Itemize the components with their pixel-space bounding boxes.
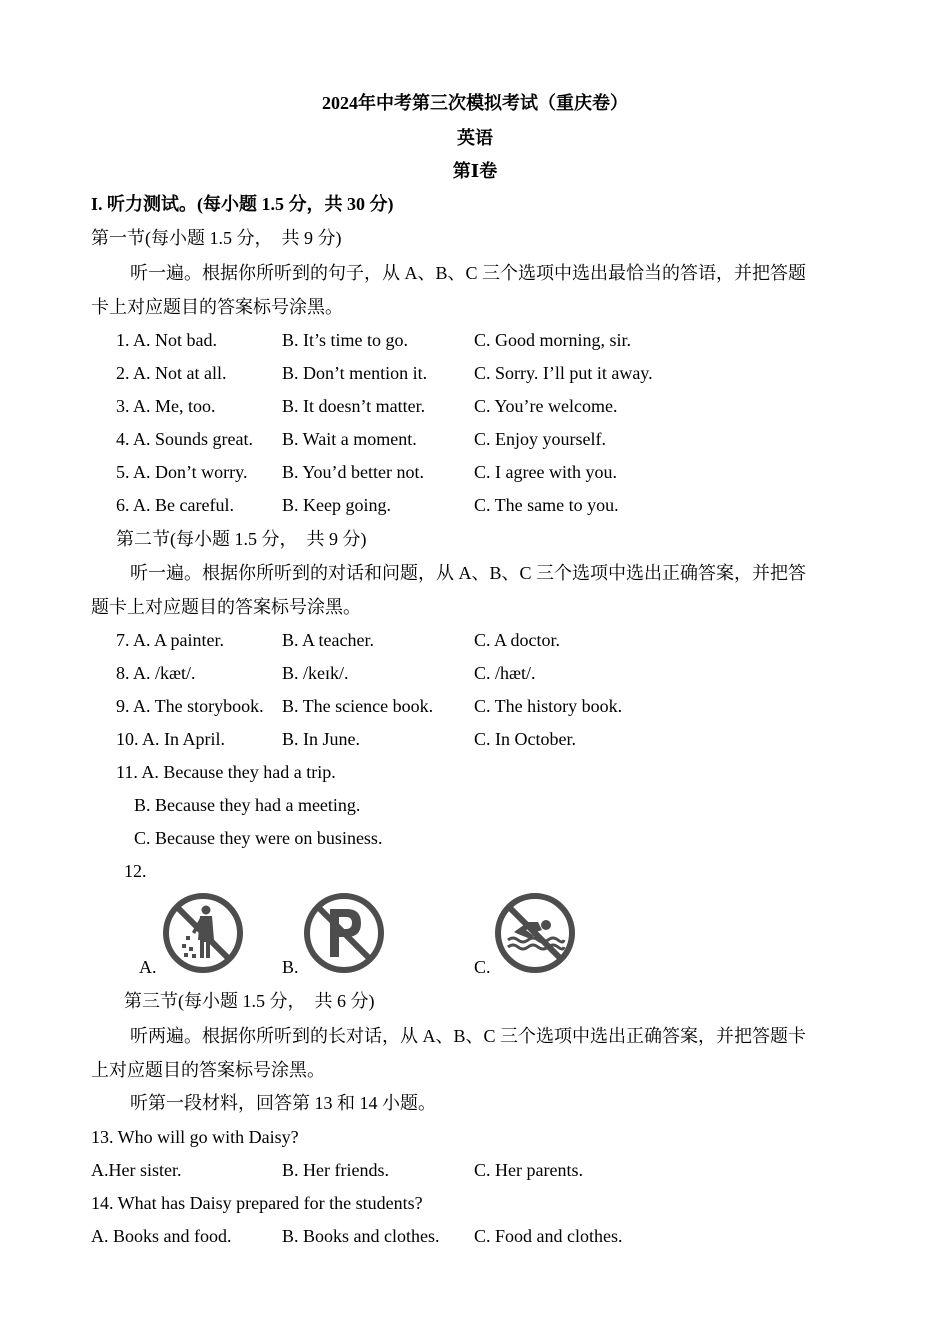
- q2-option-a: 2. A. Not at all.: [116, 363, 227, 383]
- q13-stem: 13. Who will go with Daisy?: [91, 1127, 299, 1147]
- q10-option-a: 10. A. In April.: [116, 729, 226, 749]
- q7-option-a: 7. A. A painter.: [116, 630, 224, 650]
- q3-option-b: B. It doesn’t matter.: [282, 396, 426, 416]
- q3-option-c: C. You’re welcome.: [474, 396, 618, 416]
- q11-option-b: B. Because they had a meeting.: [134, 795, 361, 815]
- q12-number: 12.: [124, 861, 147, 881]
- q14-option-b: B. Books and clothes.: [282, 1226, 440, 1246]
- q13-option-c: C. Her parents.: [474, 1160, 583, 1180]
- q10-option-c: C. In October.: [474, 729, 576, 749]
- q6-option-b: B. Keep going.: [282, 495, 391, 515]
- q5-option-c: C. I agree with you.: [474, 462, 617, 482]
- q10-option-b: B. In June.: [282, 729, 360, 749]
- section3-instruction: 听两遍。根据你所听到的长对话，从 A、B、C 三个选项中选出正确答案，并把答题卡: [130, 1026, 807, 1046]
- q1-option-a: 1. A. Not bad.: [116, 330, 217, 350]
- section1-instruction: 听一遍。根据你所听到的句子，从 A、B、C 三个选项中选出最恰当的答语，并把答题: [130, 263, 807, 283]
- q4-option-b: B. Wait a moment.: [282, 429, 417, 449]
- section2-heading: 第二节(每小题 1.5 分， 共 9 分): [116, 529, 367, 549]
- q12-label-b: B.: [282, 957, 299, 977]
- q1-option-b: B. It’s time to go.: [282, 330, 408, 350]
- q9-option-b: B. The science book.: [282, 696, 434, 716]
- q9-option-c: C. The history book.: [474, 696, 623, 716]
- q7-option-c: C. A doctor.: [474, 630, 561, 650]
- no-swimming-icon: [494, 892, 576, 974]
- part1-heading: I. 听力测试。(每小题 1.5 分，共 30 分): [91, 194, 394, 214]
- q7-option-b: B. A teacher.: [282, 630, 374, 650]
- q4-option-a: 4. A. Sounds great.: [116, 429, 253, 449]
- q5-option-a: 5. A. Don’t worry.: [116, 462, 248, 482]
- q9-option-a: 9. A. The storybook.: [116, 696, 264, 716]
- section3-heading: 第三节(每小题 1.5 分， 共 6 分): [124, 991, 375, 1011]
- q1-option-c: C. Good morning, sir.: [474, 330, 632, 350]
- section3-instruction-cont: 上对应题目的答案标号涂黑。: [91, 1060, 325, 1080]
- exam-volume: 第Ⅰ卷: [452, 161, 498, 181]
- q12-label-a: A.: [139, 957, 157, 977]
- q3-option-a: 3. A. Me, too.: [116, 396, 216, 416]
- q6-option-a: 6. A. Be careful.: [116, 495, 234, 515]
- section2-instruction-cont: 题卡上对应题目的答案标号涂黑。: [91, 597, 361, 617]
- q2-option-b: B. Don’t mention it.: [282, 363, 428, 383]
- section1-heading: 第一节(每小题 1.5 分， 共 9 分): [91, 228, 342, 248]
- q4-option-c: C. Enjoy yourself.: [474, 429, 606, 449]
- q8-option-a: 8. A. /kæt/.: [116, 663, 196, 683]
- no-littering-icon: [162, 892, 244, 974]
- q13-option-b: B. Her friends.: [282, 1160, 389, 1180]
- q14-option-c: C. Food and clothes.: [474, 1226, 623, 1246]
- no-parking-icon: [303, 892, 385, 974]
- exam-subject: 英语: [457, 128, 493, 148]
- q8-option-b: B. /keɪk/.: [282, 663, 349, 683]
- q5-option-b: B. You’d better not.: [282, 462, 425, 482]
- q13-option-a: A.Her sister.: [91, 1160, 182, 1180]
- q2-option-c: C. Sorry. I’ll put it away.: [474, 363, 653, 383]
- q6-option-c: C. The same to you.: [474, 495, 619, 515]
- section2-instruction: 听一遍。根据你所听到的对话和问题，从 A、B、C 三个选项中选出正确答案，并把答: [130, 563, 807, 583]
- q14-option-a: A. Books and food.: [91, 1226, 232, 1246]
- q11-option-a: 11. A. Because they had a trip.: [116, 762, 336, 782]
- section1-instruction-cont: 卡上对应题目的答案标号涂黑。: [91, 297, 343, 317]
- q8-option-c: C. /hæt/.: [474, 663, 536, 683]
- q11-option-c: C. Because they were on business.: [134, 828, 383, 848]
- exam-title: 2024年中考第三次模拟考试（重庆卷）: [322, 93, 628, 113]
- q12-label-c: C.: [474, 957, 491, 977]
- q14-stem: 14. What has Daisy prepared for the students?: [91, 1193, 423, 1213]
- material-note: 听第一段材料，回答第 13 和 14 小题。: [130, 1093, 436, 1113]
